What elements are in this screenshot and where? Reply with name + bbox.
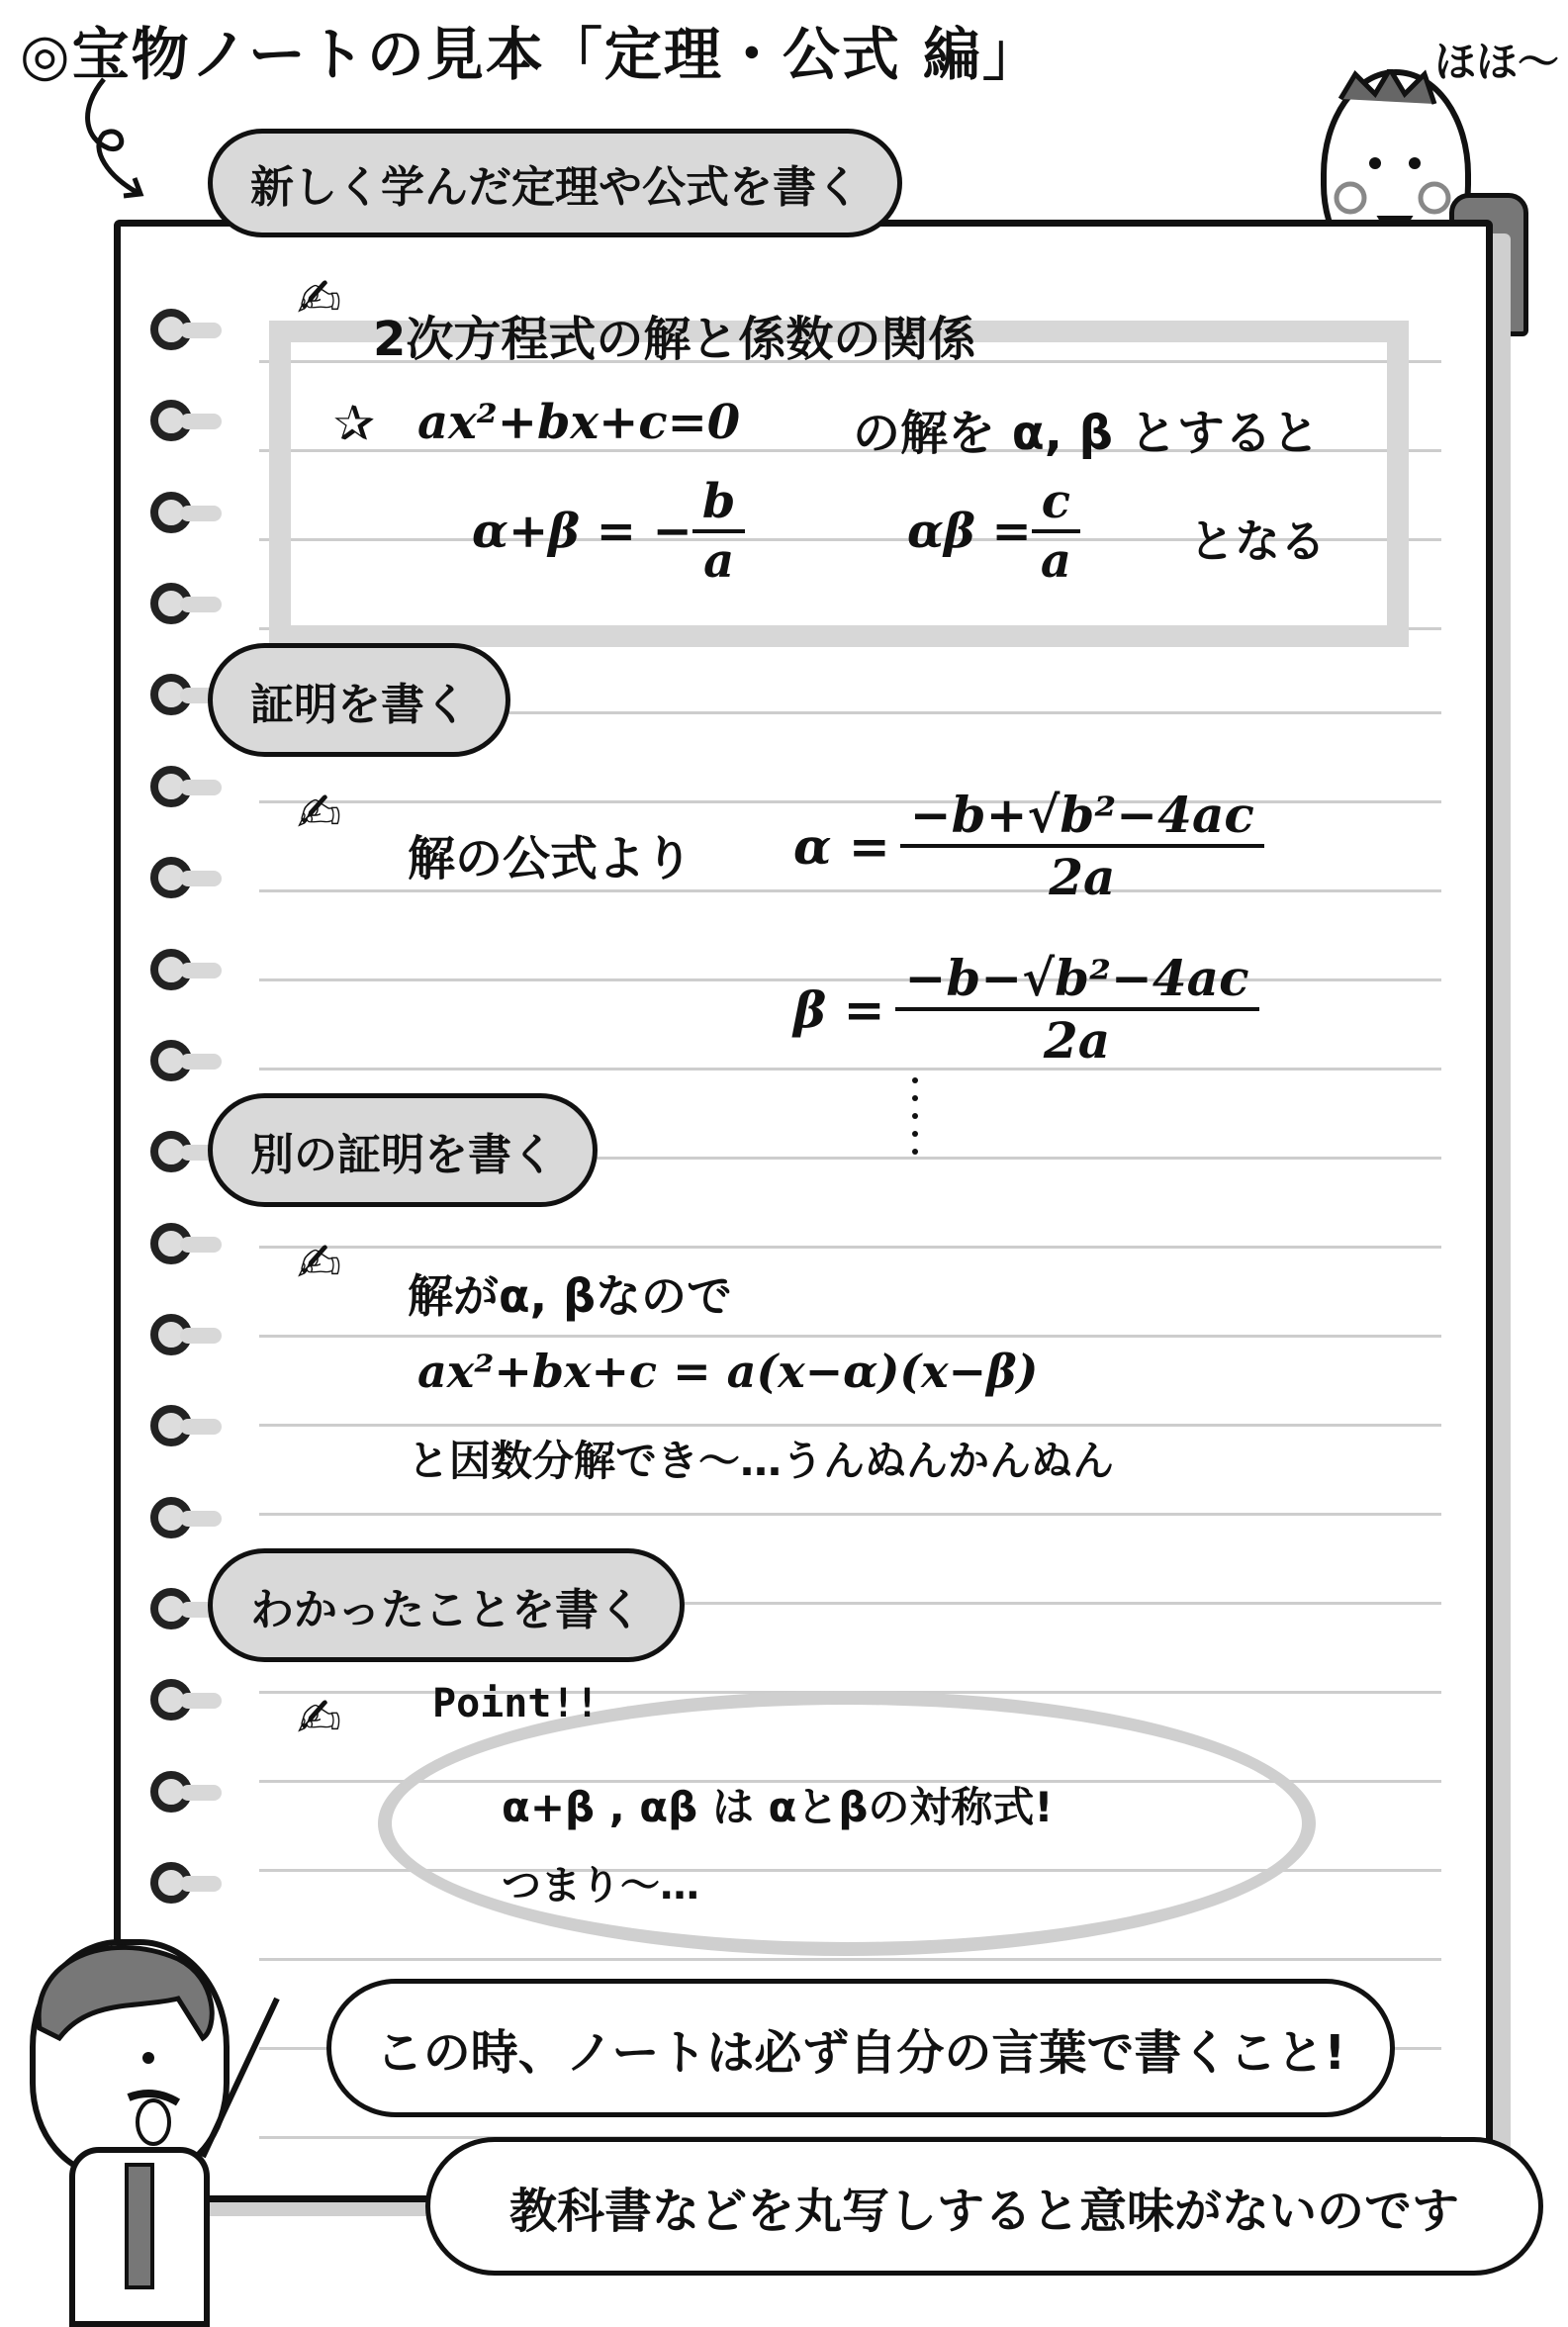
- ruled-line: [259, 1958, 1441, 1961]
- sum-denominator: a: [703, 533, 735, 589]
- binder-ring: [150, 400, 192, 441]
- section1-heading: 2次方程式の解と係数の関係: [373, 312, 976, 367]
- quadratic-equation: ax²+bx+c=0: [417, 395, 741, 450]
- alpha-lhs: α =: [793, 816, 890, 876]
- product-of-roots: [907, 474, 1080, 589]
- advice-bubble: この時、ノートは必ず自分の言葉で書くこと!: [326, 1979, 1395, 2117]
- binder-ring: [150, 492, 192, 533]
- beta-fraction: [895, 949, 1259, 1070]
- binder-ring: [150, 1223, 192, 1264]
- binder-ring: [150, 949, 192, 990]
- alpha-formula: [793, 786, 1264, 906]
- beta-numerator: −b−√b²−4ac: [895, 949, 1259, 1011]
- bubble-new-formula: 新しく学んだ定理や公式を書く: [208, 129, 902, 237]
- binder-ring: [150, 1314, 192, 1355]
- binder-ring: [150, 1862, 192, 1904]
- section1-tail: となる: [1189, 514, 1326, 568]
- binder-ring: [150, 674, 192, 715]
- beta-denominator: 2a: [1043, 1011, 1111, 1070]
- sum-fraction: [692, 474, 746, 589]
- binder-ring: [150, 1405, 192, 1446]
- binder-ring: [150, 1771, 192, 1813]
- alpha-denominator: 2a: [1049, 848, 1116, 906]
- bubble-alt-proof: 別の証明を書く: [208, 1093, 598, 1207]
- highlight-border-left: [269, 321, 291, 647]
- section3-line3: と因数分解でき〜…うんぬんかんぬん: [408, 1437, 1115, 1485]
- beta-lhs: β =: [793, 979, 885, 1039]
- alpha-numerator: −b+√b²−4ac: [900, 786, 1264, 848]
- bubble-understood: わかったことを書く: [208, 1548, 685, 1662]
- binder-ring: [150, 1040, 192, 1081]
- ruled-line: [259, 1335, 1441, 1338]
- binder-ring: [150, 1588, 192, 1629]
- binder-ring: [150, 1497, 192, 1538]
- pencil-hand-icon: ✍: [297, 782, 342, 844]
- beta-formula: [793, 949, 1259, 1070]
- point-label: Point!!: [432, 1681, 600, 1726]
- point-line1: α+β , αβ は αとβの対称式!: [502, 1783, 1054, 1831]
- product-denominator: a: [1040, 533, 1071, 589]
- notebook-page: [114, 220, 1493, 2202]
- continuation-dots: [912, 1077, 918, 1166]
- alpha-fraction: [900, 786, 1264, 906]
- pencil-hand-icon: ✍: [297, 1687, 342, 1749]
- binder-ring: [150, 1679, 192, 1721]
- point-line2: つまり〜…: [502, 1863, 699, 1908]
- highlight-border-right: [1387, 321, 1409, 647]
- roots-statement: の解を α, β とすると: [853, 406, 1320, 461]
- binder-ring: [150, 766, 192, 807]
- binder-ring: [150, 857, 192, 898]
- teacher-body: [69, 2147, 210, 2327]
- ruled-line: [259, 1246, 1441, 1249]
- product-fraction: [1032, 474, 1080, 589]
- curved-arrow-icon: [69, 69, 158, 208]
- product-lhs: αβ =: [907, 504, 1032, 559]
- section2-intro: 解の公式より: [408, 831, 693, 886]
- hoho-speech: ほほ〜: [1434, 38, 1560, 86]
- section3-factored-equation: ax²+bx+c = a(x−α)(x−β): [417, 1345, 1039, 1398]
- bubble-proof: 証明を書く: [208, 643, 510, 757]
- binder-ring: [150, 309, 192, 350]
- pencil-hand-icon: ✍: [297, 1232, 342, 1294]
- pointer-stick: [183, 1989, 292, 2167]
- product-numerator: c: [1032, 474, 1080, 533]
- pencil-hand-icon: ✍: [297, 267, 342, 329]
- sum-numerator: b: [692, 474, 746, 533]
- binder-ring: [150, 1131, 192, 1172]
- page-title: ◎宝物ノートの見本「定理・公式 編」: [20, 21, 1043, 88]
- warning-bubble: 教科書などを丸写しすると意味がないのです: [425, 2137, 1543, 2276]
- section3-line1: 解がα, βなので: [408, 1269, 733, 1323]
- sum-of-roots: [472, 474, 745, 589]
- star-icon: ✰: [333, 395, 375, 452]
- ruled-line: [259, 1424, 1441, 1427]
- binder-ring: [150, 583, 192, 624]
- ruled-line: [259, 1513, 1441, 1516]
- sum-lhs: α+β = −: [472, 504, 692, 559]
